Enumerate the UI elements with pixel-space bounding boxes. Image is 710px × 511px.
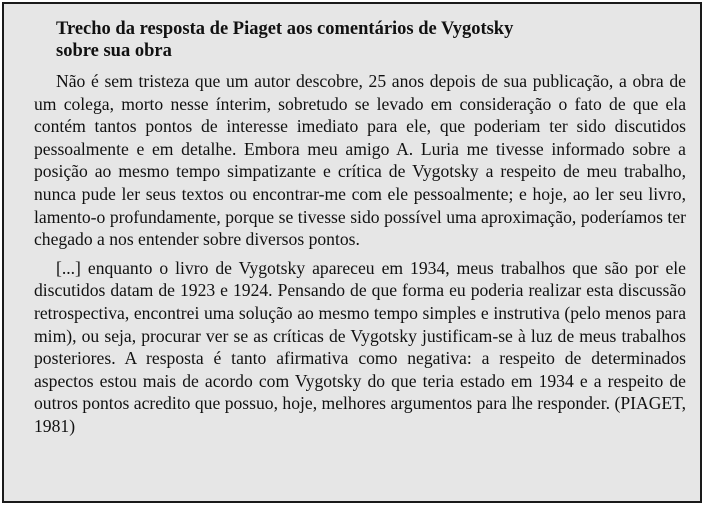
quote-paragraph-1: Não é sem tristeza que um autor descobre, 25 anos depois de sua publicação, a obra de um colega, morto nesse ínterim, sobretudo se levado em consideração o fato de que ela contém tantos pontos de interesse imediato para ele, que poderiam ter sido discutidos pessoalmente e em detalhe. Embora meu amigo A. Luria me tivesse informado sobre a posição ao mesmo tempo simpatizante e crítica de Vygotsky a respeito de meu trabalho, nunca pude ler seus textos ou encontrar-me com ele pessoalmente; e hoje, ao ler seu livro, lamento-o profundamente, porque se tivesse sido possível uma aproximação, poderíamos ter chegado a nos entender sobre diversos pontos. xyxy=(34,71,686,250)
quote-content xyxy=(34,18,686,444)
quote-title-line-1: Trecho da resposta de Piaget aos comentários de Vygotsky xyxy=(56,19,514,39)
quote-title xyxy=(56,18,686,62)
quote-box xyxy=(2,2,702,503)
quote-title-line-2: sobre sua obra xyxy=(56,41,172,61)
quote-paragraph-2: [...] enquanto o livro de Vygotsky apareceu em 1934, meus trabalhos que são por ele discutidos datam de 1923 e 1924. Pensando de que forma eu poderia realizar esta discussão retrospectiva, encontrei uma solução ao mesmo tempo simples e instrutiva (pelo menos para mim), ou seja, procurar ver se as críticas de Vygotsky justificam-se à luz de meus trabalhos posteriores. A resposta é tanto afirmativa como negativa: a respeito de determinados aspectos estou mais de acordo com Vygotsky do que teria estado em 1934 e a respeito de outros pontos acredito que possuo, hoje, melhores argumentos para lhe responder. (PIAGET, 1981) xyxy=(34,257,686,436)
